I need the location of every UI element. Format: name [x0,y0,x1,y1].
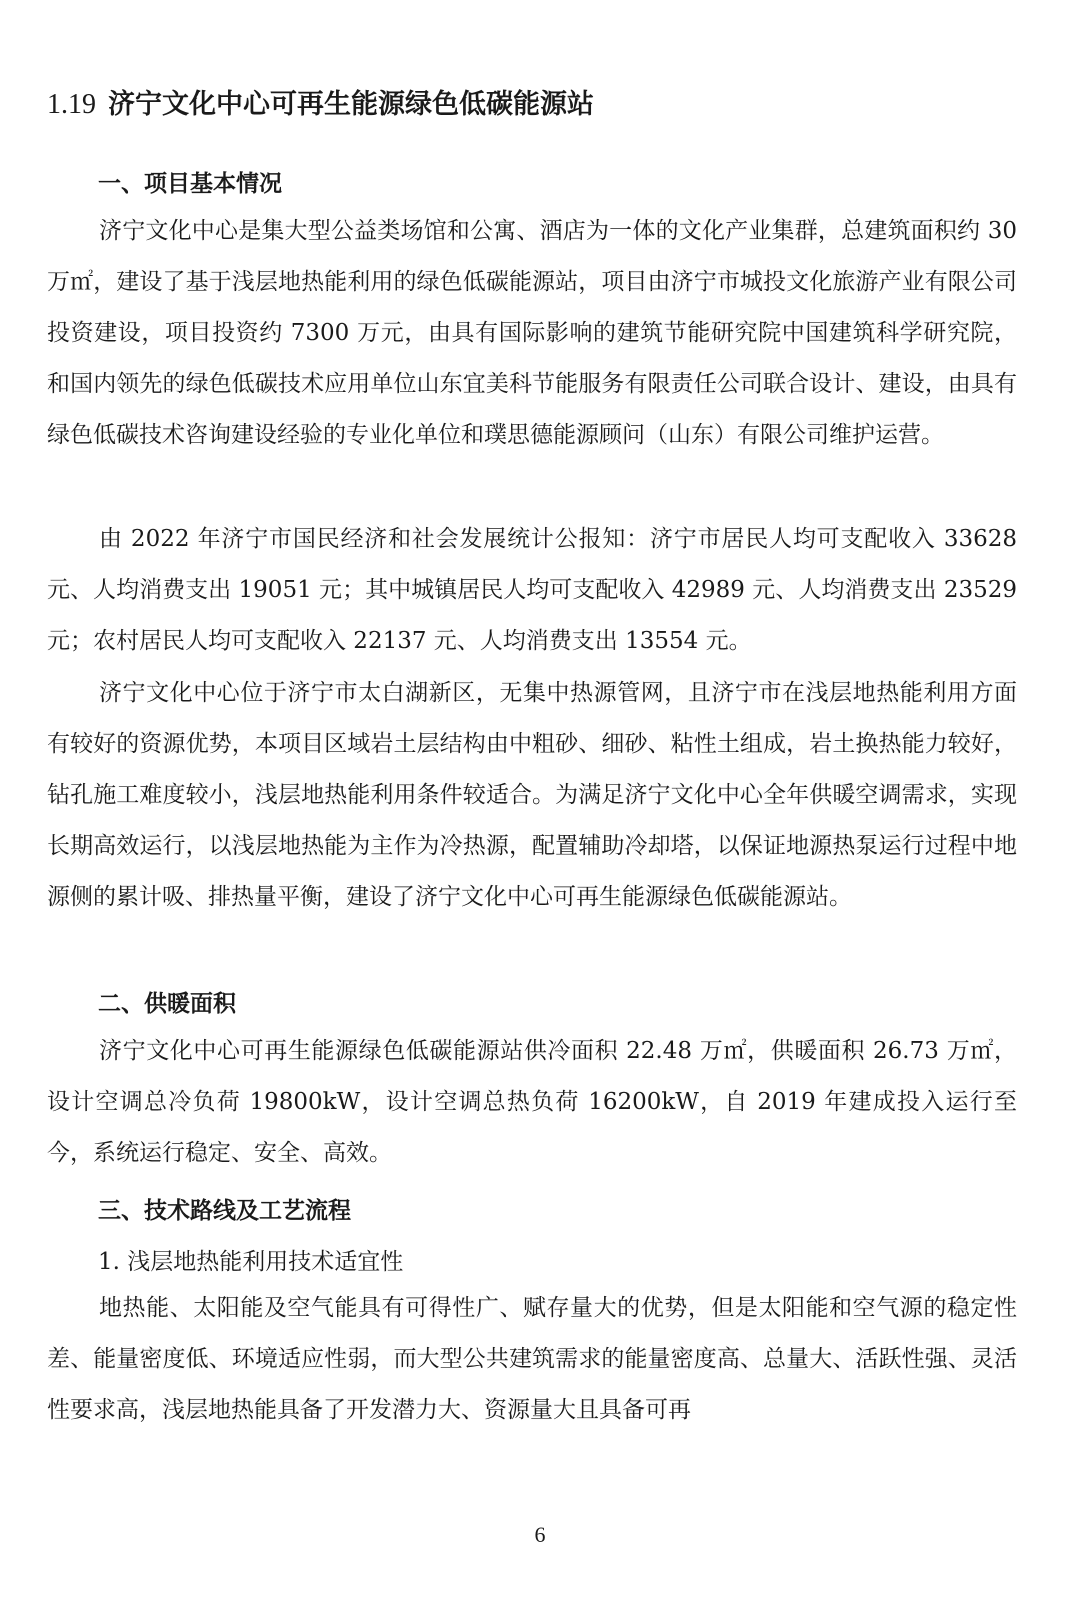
subheading-suitability: 1. 浅层地热能利用技术适宜性 [98,1249,404,1275]
section-number: 1.19 [47,89,96,120]
title-text: 济宁文化中心可再生能源绿色低碳能源站 [108,89,594,120]
paragraph-site-conditions: 济宁文化中心位于济宁市太白湖新区，无集中热源管网，且济宁市在浅层地热能利用方面有较好的资源优势，本项目区域岩土层结构由中粗砂、细砂、粘性土组成，岩土换热能力较好，钻孔施工难度较小，浅层地热能利用条件较适合。为满足济宁文化中心全年供暖空调需求，实现长期高效运行，以浅层地热能为主作为冷热源，配置辅助冷却塔，以保证地源热泵运行过程中地源侧的累计吸、排热量平衡，建设了济宁文化中心可再生能源绿色低碳能源站。 [47,680,1017,910]
paragraph-project-overview: 济宁文化中心是集大型公益类场馆和公寓、酒店为一体的文化产业集群，总建筑面积约 30 万㎡，建设了基于浅层地热能利用的绿色低碳能源站，项目由济宁市城投文化旅游产业有限公司投资建设，项目投资约 7300 万元，由具有国际影响的建筑节能研究院中国建筑科学研究院，和国内领先的绿色低碳技术应用单位山东宜美科节能服务有限责任公司联合设计、建设，由具有绿色低碳技术咨询建设经验的专业化单位和璞思德能源顾问（山东）有限公司维护运营。 [47,218,1017,448]
heading-heating-area: 二、供暖面积 [98,991,236,1017]
document-title [47,82,594,121]
page-number: 6 [534,1522,546,1547]
paragraph-suitability: 地热能、太阳能及空气能具有可得性广、赋存量大的优势，但是太阳能和空气源的稳定性差、能量密度低、环境适应性弱，而大型公共建筑需求的能量密度高、总量大、活跃性强、灵活性要求高，浅层地热能具备了开发潜力大、资源量大且具备可再 [47,1295,1017,1423]
paragraph-statistics: 由 2022 年济宁市国民经济和社会发展统计公报知：济宁市居民人均可支配收入 33628 元、人均消费支出 19051 元；其中城镇居民人均可支配收入 42989 元、人均消费支出 23529 元；农村居民人均可支配收入 22137 元、人均消费支出 13554 元。 [47,526,1017,654]
heading-technical-route: 三、技术路线及工艺流程 [98,1198,351,1224]
heading-project-overview: 一、项目基本情况 [98,171,282,197]
paragraph-heating-area: 济宁文化中心可再生能源绿色低碳能源站供冷面积 22.48 万㎡，供暖面积 26.73 万㎡，设计空调总冷负荷 19800kW，设计空调总热负荷 16200kW，自 2019 年建成投入运行至今，系统运行稳定、安全、高效。 [47,1038,1017,1166]
